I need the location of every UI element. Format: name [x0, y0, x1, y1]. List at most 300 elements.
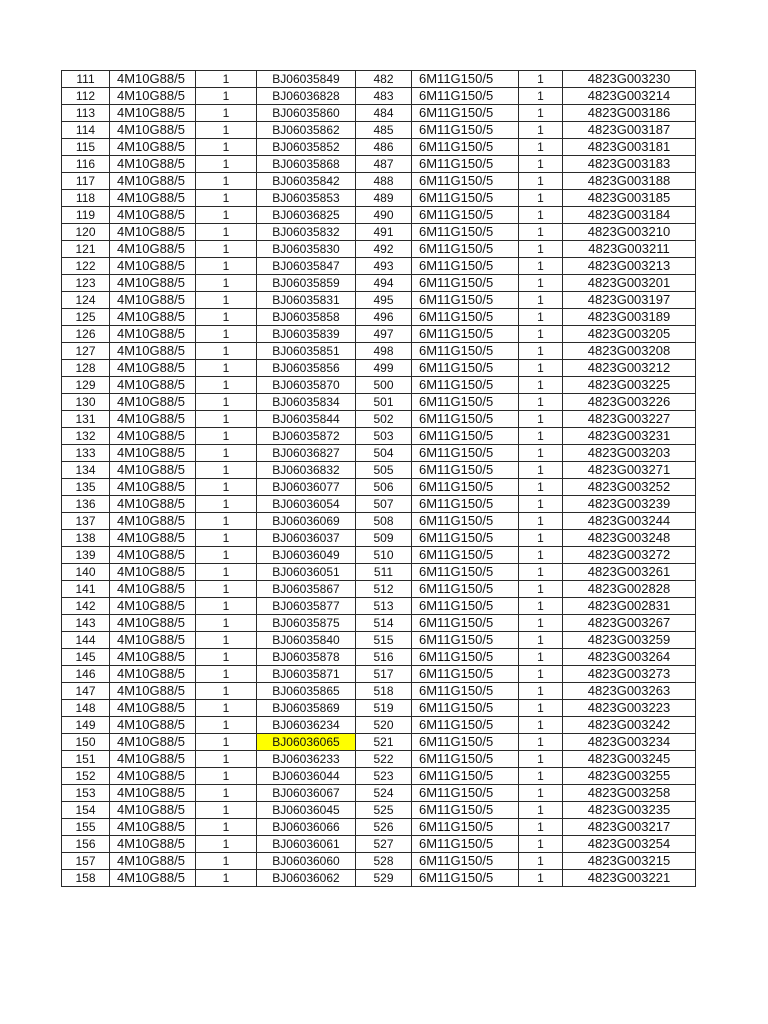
quantity-right: 1 [519, 360, 563, 377]
serial-left: BJ06035830 [257, 241, 356, 258]
serial-right: 4823G003184 [563, 207, 696, 224]
serial-right: 4823G003245 [563, 751, 696, 768]
row-number-right: 501 [356, 394, 412, 411]
table-row [62, 530, 696, 547]
model-right: 6M11G150/5 [412, 292, 519, 309]
quantity-right: 1 [519, 615, 563, 632]
quantity-right: 1 [519, 479, 563, 496]
table-row [62, 258, 696, 275]
serial-left-highlighted: BJ06036065 [257, 734, 356, 751]
row-number-left: 127 [62, 343, 110, 360]
table-row [62, 139, 696, 156]
model-left: 4M10G88/5 [110, 173, 196, 190]
model-right: 6M11G150/5 [412, 598, 519, 615]
model-left: 4M10G88/5 [110, 411, 196, 428]
quantity-right: 1 [519, 836, 563, 853]
quantity-left: 1 [196, 870, 257, 887]
serial-right: 4823G003185 [563, 190, 696, 207]
model-left: 4M10G88/5 [110, 649, 196, 666]
model-right: 6M11G150/5 [412, 530, 519, 547]
serial-left: BJ06035875 [257, 615, 356, 632]
quantity-left: 1 [196, 173, 257, 190]
serial-left: BJ06035844 [257, 411, 356, 428]
model-right: 6M11G150/5 [412, 173, 519, 190]
quantity-left: 1 [196, 190, 257, 207]
row-number-left: 154 [62, 802, 110, 819]
row-number-right: 523 [356, 768, 412, 785]
serial-right: 4823G003239 [563, 496, 696, 513]
row-number-left: 150 [62, 734, 110, 751]
serial-right: 4823G003223 [563, 700, 696, 717]
row-number-right: 529 [356, 870, 412, 887]
model-left: 4M10G88/5 [110, 224, 196, 241]
serial-right: 4823G003226 [563, 394, 696, 411]
table-row [62, 309, 696, 326]
table-row [62, 513, 696, 530]
model-right: 6M11G150/5 [412, 360, 519, 377]
quantity-left: 1 [196, 275, 257, 292]
model-right: 6M11G150/5 [412, 513, 519, 530]
quantity-left: 1 [196, 785, 257, 802]
serial-left: BJ06035878 [257, 649, 356, 666]
row-number-right: 522 [356, 751, 412, 768]
table-row [62, 853, 696, 870]
quantity-right: 1 [519, 156, 563, 173]
serial-right: 4823G003248 [563, 530, 696, 547]
table-row [62, 411, 696, 428]
row-number-right: 486 [356, 139, 412, 156]
quantity-left: 1 [196, 564, 257, 581]
row-number-right: 509 [356, 530, 412, 547]
quantity-left: 1 [196, 207, 257, 224]
serial-right: 4823G003235 [563, 802, 696, 819]
model-right: 6M11G150/5 [412, 564, 519, 581]
table-row [62, 173, 696, 190]
quantity-left: 1 [196, 122, 257, 139]
serial-left: BJ06035834 [257, 394, 356, 411]
row-number-right: 511 [356, 564, 412, 581]
serial-right: 4823G003213 [563, 258, 696, 275]
table-row [62, 683, 696, 700]
table-row [62, 122, 696, 139]
table-row [62, 207, 696, 224]
table-row [62, 768, 696, 785]
model-right: 6M11G150/5 [412, 802, 519, 819]
model-left: 4M10G88/5 [110, 530, 196, 547]
serial-left: BJ06035847 [257, 258, 356, 275]
model-right: 6M11G150/5 [412, 734, 519, 751]
model-right: 6M11G150/5 [412, 105, 519, 122]
row-number-left: 157 [62, 853, 110, 870]
model-left: 4M10G88/5 [110, 445, 196, 462]
model-left: 4M10G88/5 [110, 71, 196, 88]
quantity-left: 1 [196, 445, 257, 462]
quantity-left: 1 [196, 411, 257, 428]
quantity-left: 1 [196, 343, 257, 360]
model-right: 6M11G150/5 [412, 377, 519, 394]
quantity-left: 1 [196, 649, 257, 666]
quantity-left: 1 [196, 581, 257, 598]
row-number-left: 117 [62, 173, 110, 190]
model-left: 4M10G88/5 [110, 870, 196, 887]
quantity-right: 1 [519, 734, 563, 751]
serial-right: 4823G003205 [563, 326, 696, 343]
quantity-right: 1 [519, 394, 563, 411]
model-left: 4M10G88/5 [110, 734, 196, 751]
serial-right: 4823G003264 [563, 649, 696, 666]
model-left: 4M10G88/5 [110, 258, 196, 275]
row-number-right: 483 [356, 88, 412, 105]
row-number-right: 506 [356, 479, 412, 496]
serial-left: BJ06036044 [257, 768, 356, 785]
quantity-left: 1 [196, 139, 257, 156]
serial-left: BJ06035858 [257, 309, 356, 326]
quantity-right: 1 [519, 768, 563, 785]
model-left: 4M10G88/5 [110, 292, 196, 309]
row-number-left: 115 [62, 139, 110, 156]
serial-right: 4823G003188 [563, 173, 696, 190]
row-number-left: 137 [62, 513, 110, 530]
row-number-left: 153 [62, 785, 110, 802]
serial-left: BJ06035865 [257, 683, 356, 700]
quantity-left: 1 [196, 258, 257, 275]
model-right: 6M11G150/5 [412, 496, 519, 513]
serial-right: 4823G003197 [563, 292, 696, 309]
model-left: 4M10G88/5 [110, 853, 196, 870]
row-number-right: 492 [356, 241, 412, 258]
serial-left: BJ06035832 [257, 224, 356, 241]
row-number-right: 497 [356, 326, 412, 343]
row-number-left: 124 [62, 292, 110, 309]
row-number-left: 156 [62, 836, 110, 853]
row-number-right: 498 [356, 343, 412, 360]
row-number-right: 487 [356, 156, 412, 173]
serial-left: BJ06035839 [257, 326, 356, 343]
model-right: 6M11G150/5 [412, 411, 519, 428]
model-right: 6M11G150/5 [412, 122, 519, 139]
row-number-right: 485 [356, 122, 412, 139]
model-left: 4M10G88/5 [110, 700, 196, 717]
serial-left: BJ06035849 [257, 71, 356, 88]
model-left: 4M10G88/5 [110, 496, 196, 513]
model-left: 4M10G88/5 [110, 360, 196, 377]
serial-left: BJ06036049 [257, 547, 356, 564]
quantity-right: 1 [519, 445, 563, 462]
model-left: 4M10G88/5 [110, 632, 196, 649]
table-row [62, 360, 696, 377]
table-row [62, 224, 696, 241]
serial-right: 4823G003273 [563, 666, 696, 683]
quantity-right: 1 [519, 717, 563, 734]
quantity-left: 1 [196, 241, 257, 258]
table-row [62, 802, 696, 819]
serial-left: BJ06036051 [257, 564, 356, 581]
table-row [62, 343, 696, 360]
quantity-right: 1 [519, 88, 563, 105]
quantity-right: 1 [519, 683, 563, 700]
row-number-left: 111 [62, 71, 110, 88]
row-number-left: 138 [62, 530, 110, 547]
serial-left: BJ06035851 [257, 343, 356, 360]
model-right: 6M11G150/5 [412, 683, 519, 700]
table-row [62, 785, 696, 802]
serial-left: BJ06036062 [257, 870, 356, 887]
table-row [62, 734, 696, 751]
serial-left: BJ06035842 [257, 173, 356, 190]
serial-right: 4823G003211 [563, 241, 696, 258]
serial-left: BJ06036060 [257, 853, 356, 870]
row-number-right: 496 [356, 309, 412, 326]
model-left: 4M10G88/5 [110, 139, 196, 156]
quantity-left: 1 [196, 479, 257, 496]
row-number-right: 516 [356, 649, 412, 666]
serial-right: 4823G003258 [563, 785, 696, 802]
row-number-right: 524 [356, 785, 412, 802]
model-left: 4M10G88/5 [110, 122, 196, 139]
row-number-left: 120 [62, 224, 110, 241]
serial-right: 4823G003230 [563, 71, 696, 88]
quantity-right: 1 [519, 105, 563, 122]
quantity-left: 1 [196, 768, 257, 785]
model-right: 6M11G150/5 [412, 309, 519, 326]
quantity-left: 1 [196, 802, 257, 819]
model-right: 6M11G150/5 [412, 139, 519, 156]
table-row [62, 598, 696, 615]
model-left: 4M10G88/5 [110, 479, 196, 496]
row-number-left: 132 [62, 428, 110, 445]
serial-left: BJ06036067 [257, 785, 356, 802]
row-number-left: 146 [62, 666, 110, 683]
table-row [62, 394, 696, 411]
model-left: 4M10G88/5 [110, 88, 196, 105]
serial-right: 4823G003261 [563, 564, 696, 581]
quantity-left: 1 [196, 819, 257, 836]
quantity-left: 1 [196, 394, 257, 411]
row-number-right: 512 [356, 581, 412, 598]
model-right: 6M11G150/5 [412, 768, 519, 785]
serial-right: 4823G003259 [563, 632, 696, 649]
row-number-right: 488 [356, 173, 412, 190]
quantity-right: 1 [519, 649, 563, 666]
quantity-right: 1 [519, 819, 563, 836]
row-number-left: 136 [62, 496, 110, 513]
quantity-left: 1 [196, 751, 257, 768]
quantity-right: 1 [519, 309, 563, 326]
quantity-right: 1 [519, 530, 563, 547]
table-row [62, 717, 696, 734]
quantity-left: 1 [196, 496, 257, 513]
quantity-right: 1 [519, 241, 563, 258]
row-number-right: 504 [356, 445, 412, 462]
quantity-right: 1 [519, 428, 563, 445]
serial-right: 4823G003244 [563, 513, 696, 530]
quantity-right: 1 [519, 122, 563, 139]
model-right: 6M11G150/5 [412, 394, 519, 411]
serial-left: BJ06035862 [257, 122, 356, 139]
serial-left: BJ06035869 [257, 700, 356, 717]
serial-right: 4823G003201 [563, 275, 696, 292]
model-right: 6M11G150/5 [412, 615, 519, 632]
model-right: 6M11G150/5 [412, 275, 519, 292]
row-number-left: 143 [62, 615, 110, 632]
model-left: 4M10G88/5 [110, 207, 196, 224]
table-row [62, 241, 696, 258]
model-right: 6M11G150/5 [412, 207, 519, 224]
model-right: 6M11G150/5 [412, 717, 519, 734]
row-number-left: 112 [62, 88, 110, 105]
model-left: 4M10G88/5 [110, 785, 196, 802]
quantity-left: 1 [196, 360, 257, 377]
model-right: 6M11G150/5 [412, 258, 519, 275]
serial-right: 4823G003234 [563, 734, 696, 751]
table-row [62, 564, 696, 581]
row-number-left: 114 [62, 122, 110, 139]
quantity-right: 1 [519, 853, 563, 870]
model-left: 4M10G88/5 [110, 394, 196, 411]
row-number-right: 495 [356, 292, 412, 309]
row-number-left: 131 [62, 411, 110, 428]
row-number-left: 133 [62, 445, 110, 462]
row-number-left: 125 [62, 309, 110, 326]
row-number-left: 113 [62, 105, 110, 122]
row-number-left: 151 [62, 751, 110, 768]
model-right: 6M11G150/5 [412, 700, 519, 717]
quantity-left: 1 [196, 224, 257, 241]
serial-left: BJ06035860 [257, 105, 356, 122]
row-number-right: 507 [356, 496, 412, 513]
model-left: 4M10G88/5 [110, 309, 196, 326]
row-number-left: 118 [62, 190, 110, 207]
row-number-right: 502 [356, 411, 412, 428]
table-row [62, 71, 696, 88]
quantity-left: 1 [196, 530, 257, 547]
serial-right: 4823G003212 [563, 360, 696, 377]
serial-left: BJ06035853 [257, 190, 356, 207]
serial-left: BJ06035872 [257, 428, 356, 445]
quantity-right: 1 [519, 190, 563, 207]
row-number-left: 145 [62, 649, 110, 666]
row-number-left: 142 [62, 598, 110, 615]
model-left: 4M10G88/5 [110, 343, 196, 360]
row-number-left: 144 [62, 632, 110, 649]
row-number-right: 517 [356, 666, 412, 683]
row-number-right: 482 [356, 71, 412, 88]
model-left: 4M10G88/5 [110, 326, 196, 343]
model-left: 4M10G88/5 [110, 768, 196, 785]
model-right: 6M11G150/5 [412, 581, 519, 598]
serial-left: BJ06035856 [257, 360, 356, 377]
serial-left: BJ06036832 [257, 462, 356, 479]
model-left: 4M10G88/5 [110, 666, 196, 683]
serial-right: 4823G003214 [563, 88, 696, 105]
model-right: 6M11G150/5 [412, 71, 519, 88]
model-left: 4M10G88/5 [110, 275, 196, 292]
row-number-right: 519 [356, 700, 412, 717]
table-row [62, 326, 696, 343]
serial-right: 4823G003267 [563, 615, 696, 632]
serial-left: BJ06036825 [257, 207, 356, 224]
serial-left: BJ06035870 [257, 377, 356, 394]
quantity-right: 1 [519, 139, 563, 156]
table-row [62, 581, 696, 598]
row-number-left: 126 [62, 326, 110, 343]
row-number-left: 147 [62, 683, 110, 700]
row-number-left: 128 [62, 360, 110, 377]
serial-left: BJ06036054 [257, 496, 356, 513]
serial-right: 4823G003208 [563, 343, 696, 360]
row-number-left: 130 [62, 394, 110, 411]
quantity-left: 1 [196, 632, 257, 649]
serial-left: BJ06036037 [257, 530, 356, 547]
table-row [62, 445, 696, 462]
model-left: 4M10G88/5 [110, 836, 196, 853]
row-number-right: 514 [356, 615, 412, 632]
quantity-left: 1 [196, 88, 257, 105]
table-body [62, 71, 696, 887]
row-number-left: 158 [62, 870, 110, 887]
serial-left: BJ06036828 [257, 88, 356, 105]
model-left: 4M10G88/5 [110, 717, 196, 734]
quantity-right: 1 [519, 666, 563, 683]
quantity-left: 1 [196, 377, 257, 394]
serial-right: 4823G003254 [563, 836, 696, 853]
quantity-left: 1 [196, 156, 257, 173]
table-row [62, 479, 696, 496]
row-number-left: 141 [62, 581, 110, 598]
row-number-right: 499 [356, 360, 412, 377]
quantity-right: 1 [519, 462, 563, 479]
row-number-left: 134 [62, 462, 110, 479]
quantity-right: 1 [519, 173, 563, 190]
model-left: 4M10G88/5 [110, 564, 196, 581]
serial-right: 4823G003255 [563, 768, 696, 785]
quantity-left: 1 [196, 309, 257, 326]
model-left: 4M10G88/5 [110, 819, 196, 836]
table-row [62, 751, 696, 768]
row-number-right: 510 [356, 547, 412, 564]
row-number-left: 140 [62, 564, 110, 581]
quantity-left: 1 [196, 326, 257, 343]
serial-right: 4823G003183 [563, 156, 696, 173]
row-number-right: 528 [356, 853, 412, 870]
serial-right: 4823G003221 [563, 870, 696, 887]
row-number-right: 521 [356, 734, 412, 751]
row-number-right: 493 [356, 258, 412, 275]
serial-right: 4823G003271 [563, 462, 696, 479]
serial-left: BJ06036061 [257, 836, 356, 853]
row-number-left: 123 [62, 275, 110, 292]
serial-left: BJ06035840 [257, 632, 356, 649]
serial-left: BJ06036234 [257, 717, 356, 734]
serial-right: 4823G003186 [563, 105, 696, 122]
model-left: 4M10G88/5 [110, 802, 196, 819]
quantity-left: 1 [196, 734, 257, 751]
row-number-left: 139 [62, 547, 110, 564]
model-right: 6M11G150/5 [412, 326, 519, 343]
model-right: 6M11G150/5 [412, 428, 519, 445]
table-row [62, 666, 696, 683]
serial-left: BJ06035867 [257, 581, 356, 598]
quantity-left: 1 [196, 666, 257, 683]
serial-left: BJ06036066 [257, 819, 356, 836]
row-number-left: 135 [62, 479, 110, 496]
model-right: 6M11G150/5 [412, 445, 519, 462]
serial-left: BJ06035868 [257, 156, 356, 173]
table-row [62, 275, 696, 292]
serial-right: 4823G003242 [563, 717, 696, 734]
table-row [62, 88, 696, 105]
model-left: 4M10G88/5 [110, 377, 196, 394]
